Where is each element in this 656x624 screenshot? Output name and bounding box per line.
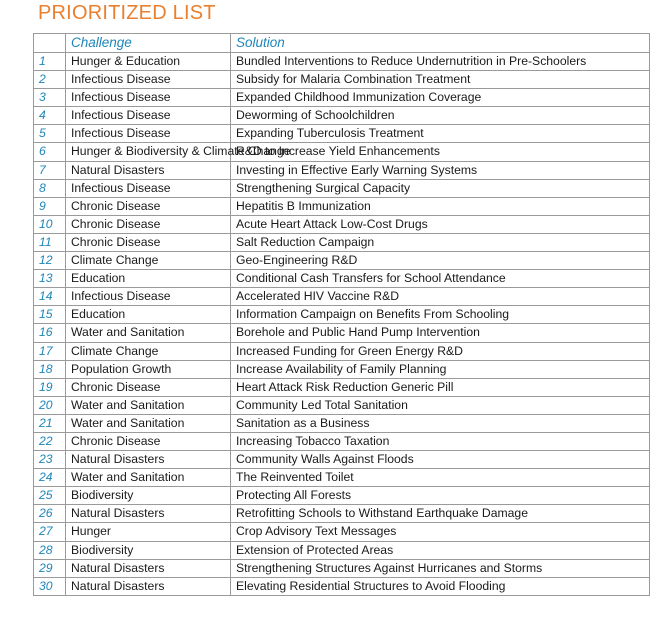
row-solution: Borehole and Public Hand Pump Intervention xyxy=(231,324,650,342)
row-solution: Increased Funding for Green Energy R&D xyxy=(231,342,650,360)
row-solution: Information Campaign on Benefits From Schooling xyxy=(231,306,650,324)
table-row xyxy=(34,143,650,161)
row-number: 3 xyxy=(34,89,66,107)
row-number: 2 xyxy=(34,71,66,89)
row-solution: Hepatitis B Immunization xyxy=(231,197,650,215)
row-number: 8 xyxy=(34,179,66,197)
table-row xyxy=(34,71,650,89)
row-solution: Expanding Tuberculosis Treatment xyxy=(231,125,650,143)
row-number: 26 xyxy=(34,505,66,523)
row-solution: Expanded Childhood Immunization Coverage xyxy=(231,89,650,107)
row-challenge: Hunger xyxy=(66,523,231,541)
row-solution: Sanitation as a Business xyxy=(231,414,650,432)
row-challenge: Biodiversity xyxy=(66,541,231,559)
row-challenge: Climate Change xyxy=(66,342,231,360)
row-solution: Community Walls Against Floods xyxy=(231,451,650,469)
row-solution: Bundled Interventions to Reduce Undernutrition in Pre-Schoolers xyxy=(231,53,650,71)
row-challenge: Chronic Disease xyxy=(66,432,231,450)
row-solution: Subsidy for Malaria Combination Treatment xyxy=(231,71,650,89)
table-row xyxy=(34,161,650,179)
table-row xyxy=(34,505,650,523)
row-challenge: Infectious Disease xyxy=(66,125,231,143)
table-row xyxy=(34,396,650,414)
row-number: 16 xyxy=(34,324,66,342)
row-solution: Heart Attack Risk Reduction Generic Pill xyxy=(231,378,650,396)
table-row xyxy=(34,179,650,197)
row-challenge: Chronic Disease xyxy=(66,233,231,251)
row-challenge: Infectious Disease xyxy=(66,89,231,107)
row-number: 25 xyxy=(34,487,66,505)
row-solution: Geo-Engineering R&D xyxy=(231,252,650,270)
row-number: 29 xyxy=(34,559,66,577)
row-solution: Retrofitting Schools to Withstand Earthquake Damage xyxy=(231,505,650,523)
row-solution: Salt Reduction Campaign xyxy=(231,233,650,251)
table-row xyxy=(34,360,650,378)
row-challenge: Natural Disasters xyxy=(66,451,231,469)
row-challenge: Hunger & Education xyxy=(66,53,231,71)
row-number: 9 xyxy=(34,197,66,215)
row-challenge: Education xyxy=(66,270,231,288)
header-number xyxy=(34,34,66,53)
table-row xyxy=(34,541,650,559)
row-challenge: Water and Sanitation xyxy=(66,324,231,342)
row-challenge: Population Growth xyxy=(66,360,231,378)
row-challenge: Infectious Disease xyxy=(66,107,231,125)
row-number: 17 xyxy=(34,342,66,360)
table-row xyxy=(34,559,650,577)
row-challenge: Water and Sanitation xyxy=(66,469,231,487)
table-row xyxy=(34,252,650,270)
row-challenge: Chronic Disease xyxy=(66,215,231,233)
row-solution: Crop Advisory Text Messages xyxy=(231,523,650,541)
header-challenge: Challenge xyxy=(66,34,231,53)
table-row xyxy=(34,342,650,360)
table-row xyxy=(34,432,650,450)
table-row xyxy=(34,324,650,342)
row-number: 5 xyxy=(34,125,66,143)
table-row xyxy=(34,306,650,324)
row-solution: The Reinvented Toilet xyxy=(231,469,650,487)
table-row xyxy=(34,288,650,306)
row-solution: Increase Availability of Family Planning xyxy=(231,360,650,378)
table-row xyxy=(34,451,650,469)
row-number: 1 xyxy=(34,53,66,71)
row-number: 13 xyxy=(34,270,66,288)
row-challenge: Water and Sanitation xyxy=(66,396,231,414)
table-row xyxy=(34,270,650,288)
row-challenge: Natural Disasters xyxy=(66,161,231,179)
row-solution: Acute Heart Attack Low-Cost Drugs xyxy=(231,215,650,233)
row-challenge: Infectious Disease xyxy=(66,179,231,197)
row-number: 24 xyxy=(34,469,66,487)
row-challenge: Natural Disasters xyxy=(66,559,231,577)
row-number: 21 xyxy=(34,414,66,432)
table-row xyxy=(34,414,650,432)
row-number: 12 xyxy=(34,252,66,270)
table-header-row xyxy=(34,34,650,53)
table-row xyxy=(34,125,650,143)
prioritized-list-table xyxy=(33,33,650,596)
row-number: 27 xyxy=(34,523,66,541)
row-number: 19 xyxy=(34,378,66,396)
table-row xyxy=(34,469,650,487)
row-challenge: Infectious Disease xyxy=(66,288,231,306)
row-number: 28 xyxy=(34,541,66,559)
table-row xyxy=(34,107,650,125)
row-number: 4 xyxy=(34,107,66,125)
header-solution: Solution xyxy=(231,34,650,53)
row-challenge: Natural Disasters xyxy=(66,505,231,523)
table-row xyxy=(34,577,650,595)
table-row xyxy=(34,523,650,541)
table-body xyxy=(34,53,650,596)
row-challenge: Hunger & Biodiversity & Climate Change xyxy=(66,143,231,161)
table-row xyxy=(34,197,650,215)
table-row xyxy=(34,53,650,71)
page-title: PRIORITIZED LIST xyxy=(38,2,216,24)
row-solution: Increasing Tobacco Taxation xyxy=(231,432,650,450)
row-challenge: Chronic Disease xyxy=(66,197,231,215)
row-challenge: Biodiversity xyxy=(66,487,231,505)
row-solution: Extension of Protected Areas xyxy=(231,541,650,559)
row-number: 23 xyxy=(34,451,66,469)
table-row xyxy=(34,215,650,233)
row-solution: Investing in Effective Early Warning Systems xyxy=(231,161,650,179)
table-row xyxy=(34,487,650,505)
row-challenge: Infectious Disease xyxy=(66,71,231,89)
row-solution: Accelerated HIV Vaccine R&D xyxy=(231,288,650,306)
row-solution: Conditional Cash Transfers for School Attendance xyxy=(231,270,650,288)
row-challenge: Climate Change xyxy=(66,252,231,270)
row-solution: Community Led Total Sanitation xyxy=(231,396,650,414)
row-number: 11 xyxy=(34,233,66,251)
row-number: 18 xyxy=(34,360,66,378)
table-row xyxy=(34,233,650,251)
row-challenge: Chronic Disease xyxy=(66,378,231,396)
row-challenge: Water and Sanitation xyxy=(66,414,231,432)
row-number: 10 xyxy=(34,215,66,233)
row-number: 6 xyxy=(34,143,66,161)
row-number: 30 xyxy=(34,577,66,595)
table-row xyxy=(34,89,650,107)
row-challenge: Education xyxy=(66,306,231,324)
row-number: 15 xyxy=(34,306,66,324)
row-number: 22 xyxy=(34,432,66,450)
row-solution: Strengthening Surgical Capacity xyxy=(231,179,650,197)
row-number: 14 xyxy=(34,288,66,306)
row-solution: Protecting All Forests xyxy=(231,487,650,505)
row-number: 7 xyxy=(34,161,66,179)
row-challenge: Natural Disasters xyxy=(66,577,231,595)
table-row xyxy=(34,378,650,396)
row-number: 20 xyxy=(34,396,66,414)
row-solution: Strengthening Structures Against Hurricanes and Storms xyxy=(231,559,650,577)
row-solution: R&D to Increase Yield Enhancements xyxy=(231,143,650,161)
row-solution: Elevating Residential Structures to Avoid Flooding xyxy=(231,577,650,595)
row-solution: Deworming of Schoolchildren xyxy=(231,107,650,125)
